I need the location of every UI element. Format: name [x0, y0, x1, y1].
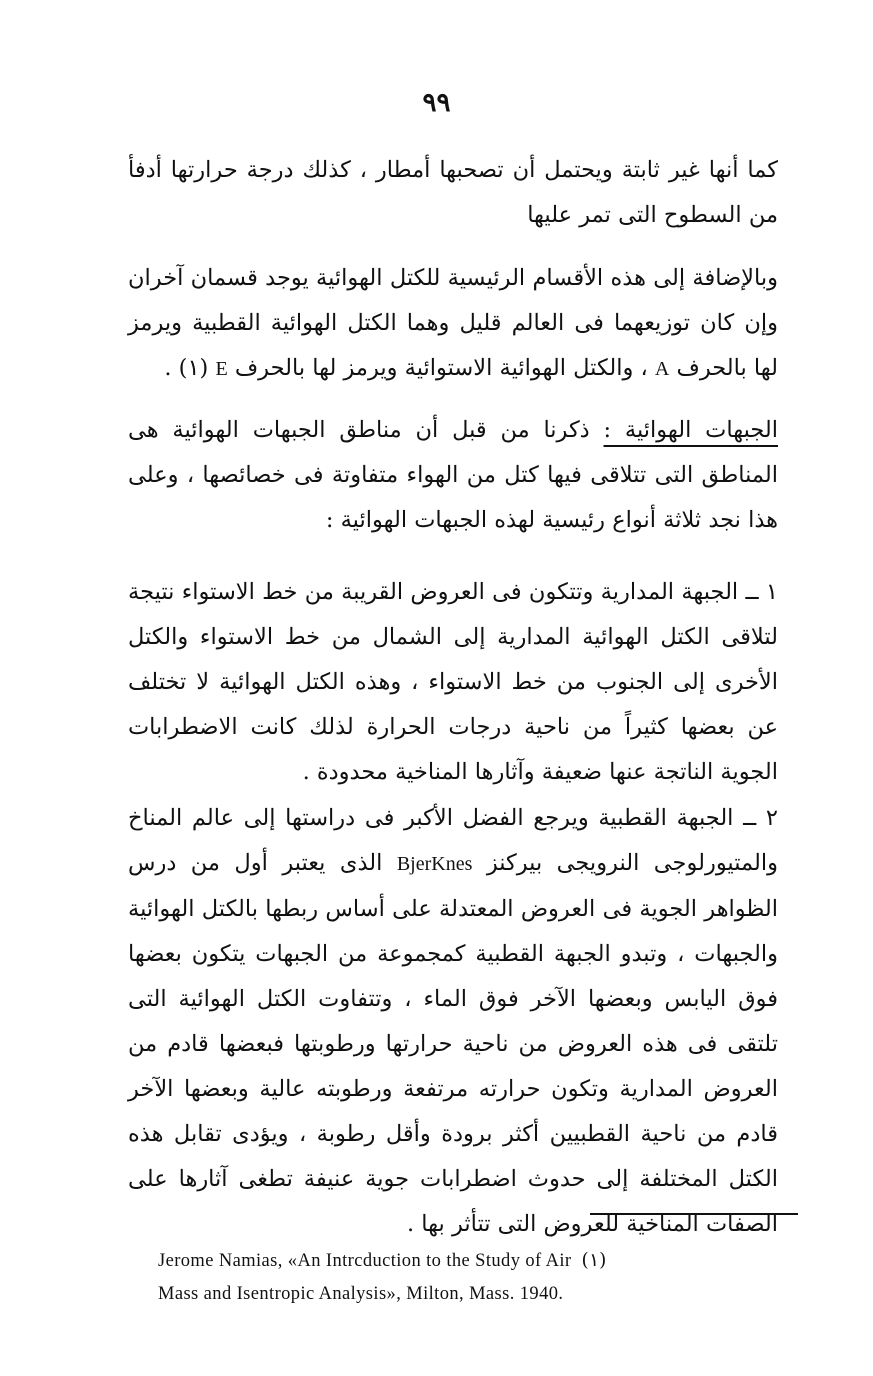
paragraph-polar-front: [128, 796, 778, 1247]
footnote: [158, 1244, 798, 1311]
symbol-letter-e: E: [215, 358, 228, 380]
paragraph-text: الذى يعتبر أول من درس الظواهر الجوية فى العروض المعتدلة على أساس ربطها بالكتل الهوائية والجبهات ، وتبدو الجبهة القطبية كمجموعة من الجبهات يتكون بعضها فوق اليابس وبعضها الآخر فوق الماء ، وتتفاوت الكتل الهوائية التى تلتقى فى هذه العروض من ناحية حرارتها ورطوبتها فبعضها قادم من العروض المدارية وتكون حرارته مرتفعة ورطوبته عالية وبعضها الآخر قادم من ناحية القطبيين أكثر برودة وأقل رطوبة ، ويؤدى تقابل هذه الكتل المختلفة إلى حدوث اضطرابات جوية عنيفة تطغى آثارها على الصفات المناخية للعروض التى تتأثر بها .: [128, 850, 778, 1237]
paragraph-continuation: [128, 148, 778, 238]
symbol-letter-a: A: [654, 358, 670, 380]
footnote-divider: [590, 1213, 798, 1215]
footnote-marker: (١): [581, 1250, 607, 1271]
footnote-reference: (١) .: [164, 355, 216, 381]
paragraph-text: كما أنها غير ثابتة ويحتمل أن تصحبها أمطار ، كذلك درجة حرارتها أدفأ من السطوح التى تمر عليها: [128, 157, 778, 228]
footnote-citation-text: Jerome Namias, «An Intrcduction to the Study of Air: [158, 1251, 572, 1271]
paragraph-text: ، والكتل الهوائية الاستوائية ويرمز لها بالحرف: [227, 355, 655, 381]
paragraph-text: وبالإضافة إلى هذه الأقسام الرئيسية للكتل الهوائية يوجد قسمان آخران وإن كان توزيعهما فى العالم قليل وهما الكتل الهوائية القطبية ويرمز لها بالحرف: [128, 265, 778, 381]
paragraph-tropical-front: [128, 570, 778, 795]
footnote-line-1: [158, 1244, 798, 1278]
latin-name-bjerknes: BjerKnes: [396, 853, 473, 875]
section-heading: الجبهات الهوائية :: [603, 417, 778, 443]
paragraph-text: ١ ــ الجبهة المدارية وتتكون فى العروض القريبة من خط الاستواء نتيجة لتلاقى الكتل الهوائية المدارية إلى الشمال من خط الاستواء والكتل الأخرى إلى الجنوب من خط الاستواء ، وهذه الكتل الهوائية لا تختلف عن بعضها كثيراً من ناحية درجات الحرارة لذلك كانت الاضطرابات الجوية الناتجة عنها ضعيفة وآثارها المناخية محدودة .: [128, 579, 778, 785]
paragraph-air-fronts: [128, 408, 778, 543]
paragraph-text: ذكرنا من قبل أن مناطق الجبهات الهوائية هى المناطق التى تتلاقى فيها كتل من الهواء متفاوتة فى خصائصها ، وعلى هذا نجد ثلاثة أنواع رئيسية لهذه الجبهات الهوائية :: [128, 417, 778, 533]
page-number: ٩٩: [422, 88, 451, 118]
footnote-citation-text: Mass and Isentropic Analysis», Milton, Mass. 1940.: [158, 1284, 564, 1304]
paragraph-text: ٢ ــ الجبهة القطبية ويرجع الفضل الأكبر فى دراستها إلى عالم المناخ والمتيورلوجى النرويجى بيركنز: [128, 805, 778, 876]
paragraph-additional-air-masses: [128, 256, 778, 392]
